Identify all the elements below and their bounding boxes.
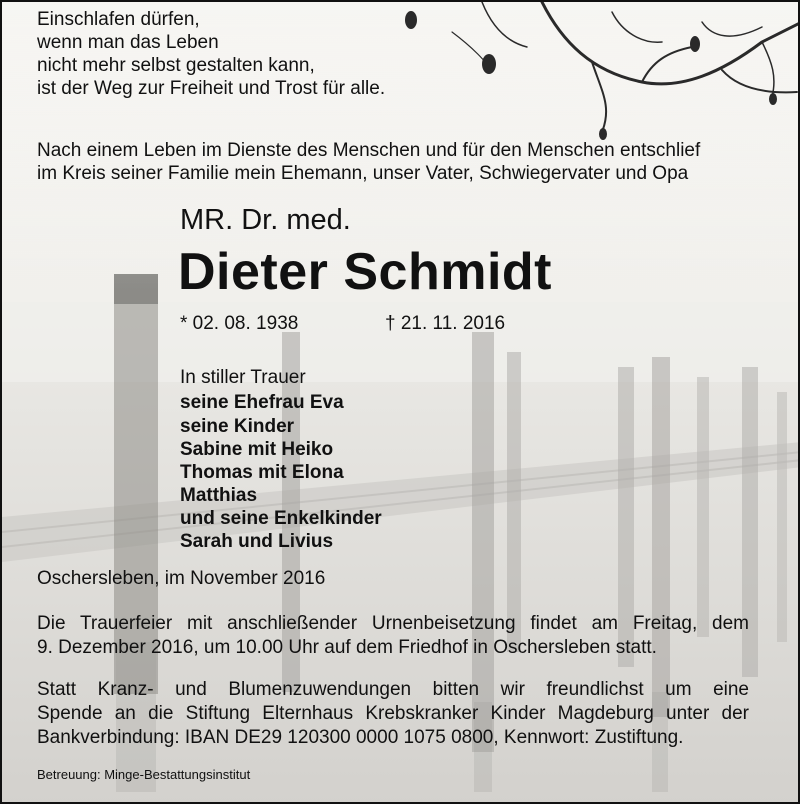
donation-line-1: Statt Kranz- und Blumenzuwendungen bitten wir freundlichst um eine <box>37 679 749 700</box>
funeral-line-1: Die Trauerfeier mit anschließender Urnenbeisetzung findet am Freitag, dem <box>37 613 749 634</box>
mourner-line: seine Kinder <box>180 416 295 437</box>
mourner-line: Sarah und Livius <box>180 531 334 552</box>
intro-line-2: im Kreis seiner Familie mein Ehemann, unser Vater, Schwiegervater und Opa <box>37 163 689 184</box>
poem-line-1: Einschlafen dürfen, <box>37 9 200 30</box>
birth-date: * 02. 08. 1938 <box>180 313 299 334</box>
academic-title: MR. Dr. med. <box>180 204 351 236</box>
mourner-line: Sabine mit Heiko <box>180 439 334 460</box>
donation-line-3: Bankverbindung: IBAN DE29 120300 0000 1075 0800, Kennwort: Zustiftung. <box>37 727 684 748</box>
mourner-line: seine Ehefrau Eva <box>180 392 344 413</box>
donation-line-2: Spende an die Stiftung Elternhaus Krebskranker Kinder Magdeburg unter der <box>37 703 749 724</box>
poem-line-2: wenn man das Leben <box>37 32 219 53</box>
death-date: † 21. 11. 2016 <box>385 313 506 334</box>
intro-line-1: Nach einem Leben im Dienste des Menschen und für den Menschen entschlief <box>37 140 701 161</box>
mourner-line: Matthias <box>180 485 258 506</box>
poem-line-4: ist der Weg zur Freiheit und Trost für alle. <box>37 78 386 99</box>
mourner-line: und seine Enkelkinder <box>180 508 382 529</box>
funeral-line-2: 9. Dezember 2016, um 10.00 Uhr auf dem Friedhof in Oschersleben statt. <box>37 637 657 658</box>
deceased-name: Dieter Schmidt <box>178 243 552 301</box>
place-and-date: Oschersleben, im November 2016 <box>37 568 326 589</box>
mourners-heading: In stiller Trauer <box>180 367 306 388</box>
mourner-line: Thomas mit Elona <box>180 462 344 483</box>
poem-line-3: nicht mehr selbst gestalten kann, <box>37 55 315 76</box>
undertaker-credit: Betreuung: Minge-Bestattungsinstitut <box>37 767 251 782</box>
